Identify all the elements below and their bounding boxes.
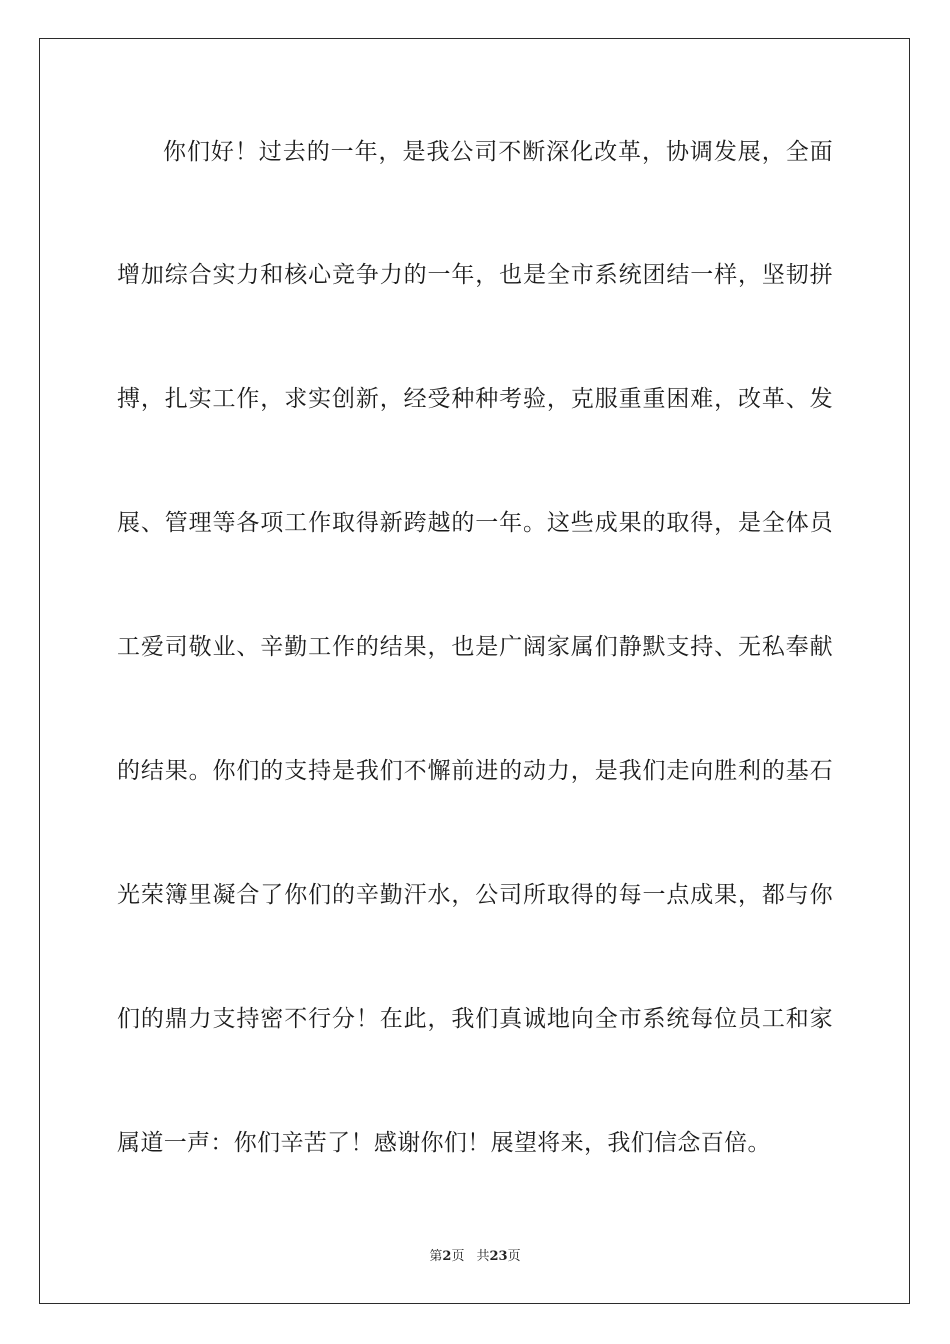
paragraph-line: 增加综合实力和核心竞争力的一年，也是全市系统团结一样，坚韧拼 <box>117 262 833 288</box>
page-number: 2 <box>442 1249 452 1264</box>
paragraph-line: 的结果。你们的支持是我们不懈前进的动力，是我们走向胜利的基石 <box>117 758 833 784</box>
page-prefix: 第 <box>429 1249 443 1264</box>
page-footer <box>0 1248 950 1266</box>
paragraph-line: 们的鼎力支持密不行分！在此，我们真诚地向全市系统每位员工和家 <box>117 1006 833 1032</box>
total-prefix: 共 <box>476 1249 490 1264</box>
page-suffix: 页 <box>451 1249 465 1264</box>
paragraph-line: 属道一声：你们辛苦了！感谢你们！展望将来，我们信念百倍。 <box>117 1130 771 1156</box>
total-suffix: 页 <box>507 1249 521 1264</box>
page-border <box>39 38 910 1304</box>
paragraph-line: 搏，扎实工作，求实创新，经受种种考验，克服重重困难，改革、发 <box>117 386 833 412</box>
paragraph-line: 工爱司敬业、辛勤工作的结果，也是广阔家属们静默支持、无私奉献 <box>117 634 833 660</box>
paragraph-line: 展、管理等各项工作取得新跨越的一年。这些成果的取得，是全体员 <box>117 510 833 536</box>
paragraph-line: 光荣簿里凝合了你们的辛勤汗水，公司所取得的每一点成果，都与你 <box>117 882 833 908</box>
total-pages: 23 <box>489 1249 508 1264</box>
paragraph-line: 你们好！过去的一年，是我公司不断深化改革，协调发展，全面 <box>163 139 833 165</box>
